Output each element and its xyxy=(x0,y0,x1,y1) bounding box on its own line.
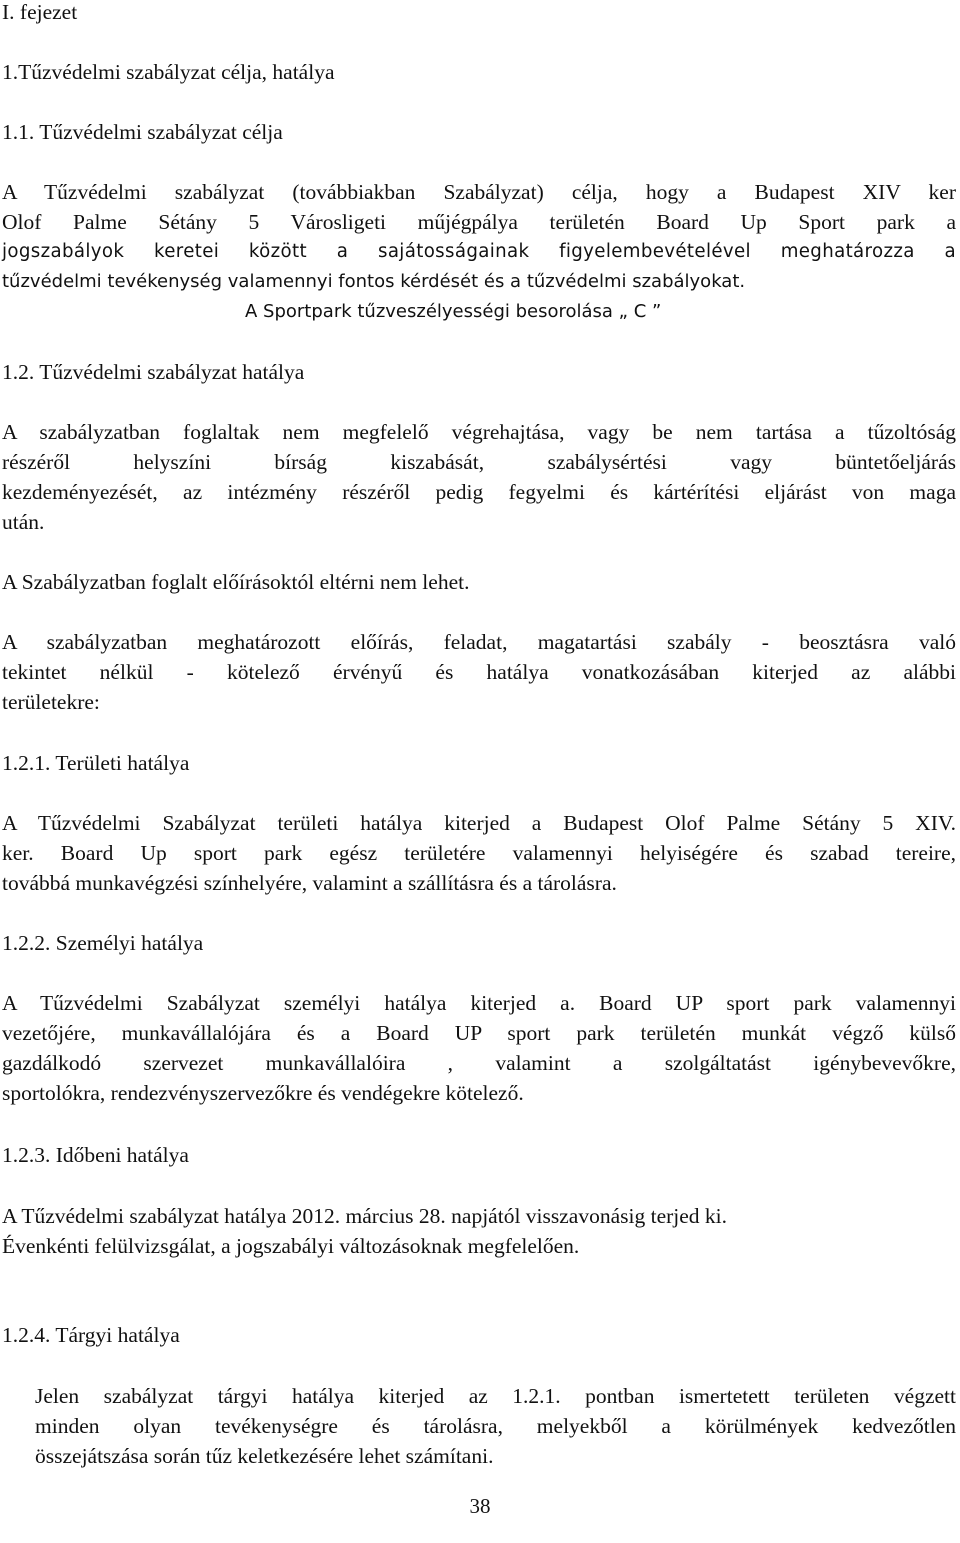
section-1-2-2-heading: 1.2.2. Személyi hatálya xyxy=(2,931,204,955)
section-1-1-heading: 1.1. Tűzvédelmi szabályzat célja xyxy=(2,120,283,144)
paragraph-line: tűzvédelmi tevékenység valamennyi fontos kérdését és a tűzvédelmi szabályokat. xyxy=(2,271,746,292)
paragraph-line: Évenkénti felülvizsgálat, a jogszabályi változásoknak megfelelően. xyxy=(2,1234,580,1258)
paragraph-line: Olof Palme Sétány 5 Városligeti műjégpálya területén Board Up Sport park a xyxy=(2,210,956,234)
paragraph-line: kezdeményezését, az intézmény részéről pedig fegyelmi és kártérítési eljárást von maga xyxy=(2,480,956,504)
section-1-2-4-heading: 1.2.4. Tárgyi hatálya xyxy=(2,1323,180,1347)
paragraph-line: Jelen szabályzat tárgyi hatálya kiterjed az 1.2.1. pontban ismertetett területen végzett xyxy=(35,1384,956,1408)
paragraph-line: jogszabályok keretei között a sajátosságainak figyelembevételével meghatározza a xyxy=(2,241,956,262)
paragraph-line: után. xyxy=(2,510,45,534)
section-1-2-1-heading: 1.2.1. Területi hatálya xyxy=(2,751,190,775)
section-1-2-3-heading: 1.2.3. Időbeni hatálya xyxy=(2,1143,189,1167)
paragraph-line: gazdálkodó szervezet munkavállalóira , valamint a szolgáltatást igénybevevőkre, xyxy=(2,1051,956,1075)
paragraph-line: összejátszása során tűz keletkezésére lehet számítani. xyxy=(35,1444,494,1468)
paragraph-line: A Tűzvédelmi Szabályzat személyi hatálya kiterjed a. Board UP sport park valamennyi xyxy=(2,991,956,1015)
paragraph-line: A szabályzatban meghatározott előírás, feladat, magatartási szabály - beosztásra való xyxy=(2,630,956,654)
paragraph-line: vezetőjére, munkavállalójára és a Board UP sport park területén munkát végző külső xyxy=(2,1021,956,1045)
paragraph-line: tekintet nélkül - kötelező érvényű és hatálya vonatkozásában kiterjed az alábbi xyxy=(2,660,956,684)
paragraph-line: továbbá munkavégzési színhelyére, valamint a szállításra és a tárolásra. xyxy=(2,871,617,895)
fire-classification: A Sportpark tűzveszélyességi besorolása „ C ” xyxy=(245,301,662,322)
paragraph-line: A Tűzvédelmi szabályzat hatálya 2012. március 28. napjától visszavonásig terjed ki. xyxy=(2,1204,728,1228)
paragraph-line: A Tűzvédelmi Szabályzat területi hatálya kiterjed a Budapest Olof Palme Sétány 5 XIV. xyxy=(2,811,956,835)
page-number: 38 xyxy=(469,1494,491,1518)
paragraph-line: A Tűzvédelmi szabályzat (továbbiakban Szabályzat) célja, hogy a Budapest XIV ker xyxy=(2,180,956,204)
paragraph-line: minden olyan tevékenységre és tárolásra, melyekből a körülmények kedvezőtlen xyxy=(35,1414,956,1438)
paragraph-line: részéről helyszíni bírság kiszabását, szabálysértési vagy büntetőeljárás xyxy=(2,450,956,474)
paragraph-line: területekre: xyxy=(2,690,100,714)
section-1-2-heading: 1.2. Tűzvédelmi szabályzat hatálya xyxy=(2,360,305,384)
section-1-heading: 1.Tűzvédelmi szabályzat célja, hatálya xyxy=(2,60,335,84)
paragraph-line: sportolókra, rendezvényszervezőkre és vendégekre kötelező. xyxy=(2,1081,524,1105)
paragraph-line: A szabályzatban foglaltak nem megfelelő végrehajtása, vagy be nem tartása a tűzoltóság xyxy=(2,420,956,444)
paragraph-line: ker. Board Up sport park egész területére valamennyi helyiségére és szabad tereire, xyxy=(2,841,956,865)
chapter-heading: I. fejezet xyxy=(2,0,78,24)
paragraph-line: A Szabályzatban foglalt előírásoktól eltérni nem lehet. xyxy=(2,570,470,594)
